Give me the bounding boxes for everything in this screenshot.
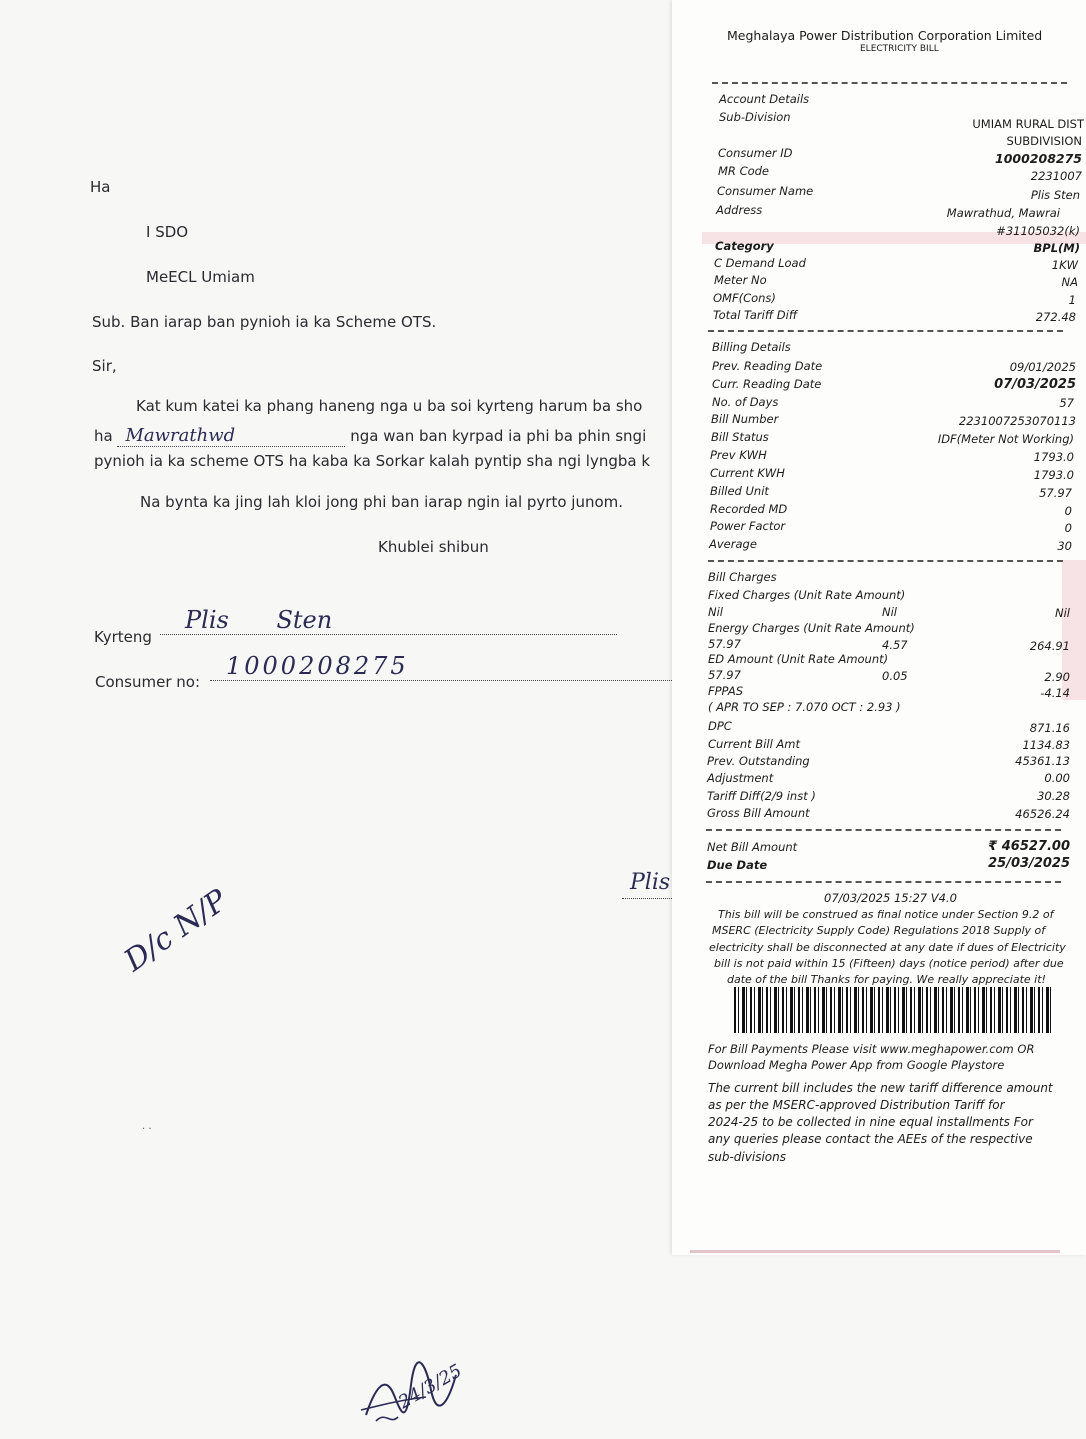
consumer-id-label: Consumer ID — [718, 146, 793, 160]
name-label — [94, 628, 152, 646]
category-value: BPL(M) — [1033, 241, 1080, 255]
tariff-note-4: any queries please contact the AEEs of the respective — [708, 1132, 1033, 1146]
due-label: Due Date — [707, 858, 768, 872]
letter-closing: Khublei shibun — [378, 538, 489, 556]
handwritten-village: Mawrathwd — [117, 425, 345, 447]
tariff-note-3: 2024-25 to be collected in nine equal installments For — [708, 1115, 1033, 1129]
line2-prefix: ha — [94, 427, 113, 445]
meter-value: NA — [1061, 275, 1078, 289]
letter-para1-line1: Kat kum katei ka phang haneng nga u ba soi kyrteng harum ba sho — [136, 397, 643, 415]
subdivision-label: Sub-Division — [719, 110, 791, 124]
fppas-value: -4.14 — [1040, 686, 1070, 700]
addressee-title: I SDO — [146, 223, 189, 241]
electricity-bill-receipt — [672, 0, 1086, 1255]
letter-greeting: Sir, — [92, 357, 117, 375]
notice-line-3: electricity shall be disconnected at any date if dues of Electricity — [709, 941, 1066, 954]
net-label: Net Bill Amount — [707, 840, 798, 854]
billed-unit-label: Billed Unit — [710, 484, 769, 498]
bill-status-value: IDF(Meter Not Working) — [937, 432, 1074, 446]
consumer-label: Consumer no: — [95, 673, 200, 691]
bill-number-value: 2231007253070113 — [958, 414, 1076, 428]
ed-unit: 57.97 — [708, 668, 741, 682]
initials-note: Plis — [630, 870, 671, 895]
line2-suffix: nga wan ban kyrpad ia phi ba phin sngi — [350, 427, 647, 445]
due-value: 25/03/2025 — [988, 856, 1070, 871]
bill-title: ELECTRICITY BILL — [860, 44, 939, 54]
letter-subject: Sub. Ban iarap ban pynioh ia ka Scheme OTS. — [92, 313, 437, 331]
divider-1 — [712, 82, 1067, 84]
charges-header: Bill Charges — [708, 570, 777, 584]
gross-label: Gross Bill Amount — [707, 806, 810, 820]
average-label: Average — [709, 537, 757, 551]
consumer-value: 1000208275 — [210, 652, 694, 681]
tariff-note-2: as per the MSERC-approved Distribution Tariff for — [708, 1098, 1005, 1112]
address-value-1: Mawrathud, Mawrai — [946, 206, 1060, 220]
divider-4 — [706, 829, 1061, 831]
dpc-label: DPC — [708, 719, 732, 733]
fixed-unit: Nil — [708, 605, 723, 619]
tariff-inst-label: Tariff Diff(2/9 inst ) — [707, 789, 816, 803]
letter-para2: Na bynta ka jing lah kloi jong phi ban iarap ngin ial pyrto junom. — [140, 493, 624, 511]
address-label: Address — [716, 203, 763, 217]
barcode-icon — [734, 987, 1054, 1033]
prev-kwh-value: 1793.0 — [1033, 450, 1074, 464]
fixed-amount: Nil — [1055, 606, 1070, 620]
bill-number-label: Bill Number — [711, 412, 779, 426]
salutation-to: Ha — [90, 178, 111, 196]
payment-line-2: Download Megha Power App from Google Playstore — [708, 1058, 1005, 1072]
tariff-note-1: The current bill includes the new tariff difference amount — [708, 1081, 1053, 1095]
demand-label: C Demand Load — [714, 256, 806, 270]
tariff-diff-label: Total Tariff Diff — [713, 308, 798, 322]
meter-label: Meter No — [714, 273, 767, 287]
notice-line-4: bill is not paid within 15 (Fifteen) days (notice period) after due — [714, 957, 1064, 970]
fixed-charges-label: Fixed Charges (Unit Rate Amount) — [708, 588, 906, 602]
dpc-value: 871.16 — [1029, 721, 1070, 735]
tariff-note-5: sub-divisions — [708, 1150, 786, 1164]
fixed-rate: Nil — [882, 605, 897, 619]
notice-line-1: This bill will be construed as final notice under Section 9.2 of — [718, 908, 1054, 921]
curr-kwh-label: Current KWH — [710, 466, 785, 480]
divider-5 — [706, 881, 1061, 883]
name-label-text: Kyrteng — [94, 628, 152, 646]
energy-amount: 264.91 — [1029, 639, 1070, 653]
billing-header: Billing Details — [712, 340, 791, 354]
prev-outstanding-value: 45361.13 — [1015, 754, 1070, 768]
power-factor-value: 0 — [1064, 521, 1072, 535]
demand-value: 1KW — [1051, 258, 1078, 272]
consumer-name-label: Consumer Name — [717, 184, 814, 198]
signature-date: 24/3/25 — [395, 1360, 466, 1414]
notice-line-2: MSERC (Electricity Supply Code) Regulations 2018 Supply of — [712, 924, 1046, 937]
recorded-md-value: 0 — [1064, 504, 1072, 518]
power-factor-label: Power Factor — [710, 519, 786, 533]
adjustment-label: Adjustment — [707, 771, 774, 785]
ed-amount: 2.90 — [1044, 670, 1070, 684]
address-value-2: #31105032(k) — [996, 224, 1080, 238]
category-label: Category — [715, 239, 774, 253]
consumer-name-value: Plis Sten — [1030, 188, 1080, 202]
days-label: No. of Days — [712, 395, 779, 409]
bill-status-label: Bill Status — [711, 430, 769, 444]
energy-charges-label: Energy Charges (Unit Rate Amount) — [708, 621, 915, 635]
mf-label: OMF(Cons) — [713, 291, 776, 305]
subdivision-value-1: UMIAM RURAL DIST — [972, 117, 1084, 131]
prev-kwh-label: Prev KWH — [710, 448, 767, 462]
letter-para1-line3: pynioh ia ka scheme OTS ha kaba ka Sorkar kalah pyntip sha ngi lyngba k — [94, 452, 651, 470]
net-value: ₹ 46527.00 — [988, 839, 1070, 854]
receipt-bottom-stain — [690, 1250, 1060, 1253]
mr-code-label: MR Code — [718, 164, 770, 178]
bill-timestamp: 07/03/2025 15:27 V4.0 — [824, 891, 957, 905]
company-name: Meghalaya Power Distribution Corporation Limited — [727, 28, 1043, 43]
fppas-label: FPPAS — [708, 684, 744, 698]
payment-line-1: For Bill Payments Please visit www.meghapower.com OR — [708, 1042, 1035, 1056]
billed-unit-value: 57.97 — [1039, 486, 1072, 500]
divider-2 — [708, 330, 1063, 332]
current-bill-label: Current Bill Amt — [708, 737, 801, 751]
tariff-diff-value: 272.48 — [1035, 310, 1076, 324]
energy-unit: 57.97 — [708, 637, 741, 651]
prev-date-label: Prev. Reading Date — [712, 359, 823, 373]
recorded-md-label: Recorded MD — [710, 502, 788, 516]
ed-rate: 0.05 — [882, 669, 908, 683]
subdivision-value-2: SUBDIVISION — [1006, 134, 1082, 148]
energy-rate: 4.57 — [882, 638, 908, 652]
stray-marks: · · — [142, 1124, 152, 1135]
curr-date-label: Curr. Reading Date — [712, 377, 822, 391]
letter-para1-line2 — [94, 425, 674, 447]
curr-date-value: 07/03/2025 — [994, 377, 1076, 392]
account-header: Account Details — [719, 92, 810, 106]
mr-code-value: 2231007 — [1030, 169, 1082, 183]
margin-note: D/c N/P — [118, 882, 234, 979]
adjustment-value: 0.00 — [1044, 771, 1070, 785]
name-value: Plis Sten — [160, 606, 617, 635]
prev-date-value: 09/01/2025 — [1009, 360, 1076, 374]
addressee-office: MeECL Umiam — [146, 268, 255, 286]
curr-kwh-value: 1793.0 — [1033, 468, 1074, 482]
average-value: 30 — [1057, 539, 1072, 553]
current-bill-value: 1134.83 — [1022, 738, 1070, 752]
tariff-inst-value: 30.28 — [1037, 789, 1070, 803]
ed-label: ED Amount (Unit Rate Amount) — [708, 652, 889, 666]
mf-value: 1 — [1068, 293, 1076, 307]
notice-line-5: date of the bill Thanks for paying. We really appreciate it! — [727, 973, 1046, 986]
gross-value: 46526.24 — [1015, 807, 1070, 821]
divider-3 — [708, 560, 1063, 562]
initials-line — [622, 898, 672, 899]
fppas-note: ( APR TO SEP : 7.070 OCT : 2.93 ) — [708, 700, 901, 714]
prev-outstanding-label: Prev. Outstanding — [707, 754, 810, 768]
consumer-id-value: 1000208275 — [995, 151, 1082, 166]
days-value: 57 — [1059, 396, 1074, 410]
